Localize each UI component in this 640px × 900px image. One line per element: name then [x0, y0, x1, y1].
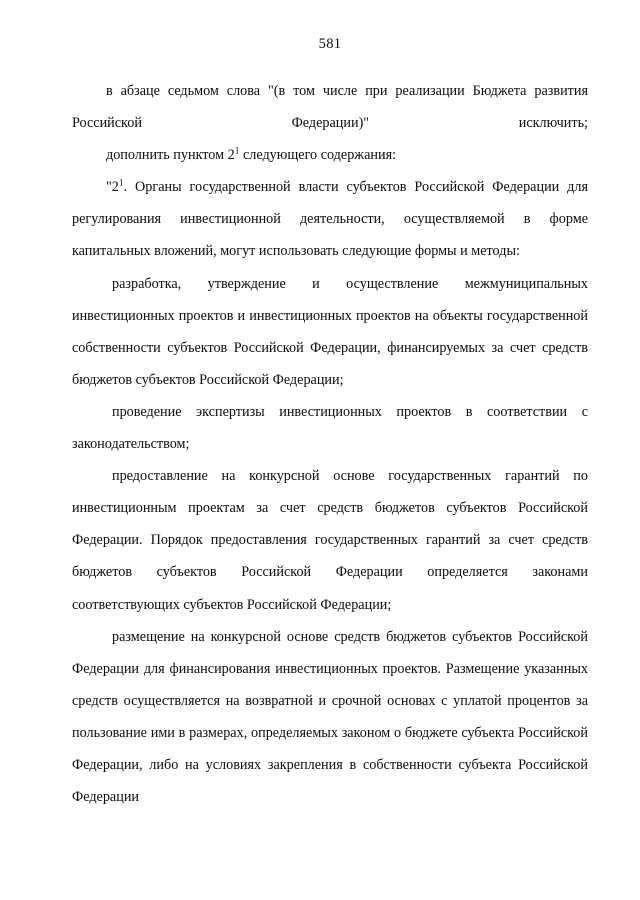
paragraph-5: проведение экспертизы инвестиционных проектов в соответствии с законодательством;	[72, 403, 588, 453]
paragraph-6: предоставление на конкурсной основе государственных гарантий по инвестиционным проектам за счет средств бюджетов субъектов Российской Федерации. Порядок предоставления государственных гарантий за счет средств бюджетов субъектов Российской Федерации определяется законами соответствующих субъектов Российской Федерации;	[72, 468, 588, 613]
paragraph-2-text-after: следующего содержания:	[239, 147, 397, 164]
paragraph-3-text-before: "2	[106, 179, 119, 196]
paragraph-1: в абзаце седьмом слова "(в том числе при реализации Бюджета развития Российской Федерации)" исключить;	[72, 83, 588, 132]
paragraph-3	[72, 171, 588, 267]
paragraph-3-text-after: . Органы государственной власти субъектов Российской Федерации для регулирования инвестиционной деятельности, осуществляемой в форме капитальных вложений, могут использовать следующие формы и методы:	[72, 179, 588, 260]
paragraph-4: разработка, утверждение и осуществление межмуниципальных инвестиционных проектов и инвестиционных проектов на объекты государственной собственности субъектов Российской Федерации, финансируемых за счет средств бюджетов субъектов Российской Федерации;	[72, 275, 588, 388]
document-body	[72, 75, 588, 813]
paragraph-2	[72, 139, 588, 171]
page-number: 581	[318, 36, 342, 52]
paragraph-3-superscript: 1	[118, 178, 124, 189]
paragraph-2-text-before: дополнить пунктом 2	[106, 147, 235, 164]
paragraph-7: размещение на конкурсной основе средств бюджетов субъектов Российской Федерации для финансирования инвестиционных проектов. Размещение указанных средств осуществляется на возвратной и срочной основах с уплатой процентов за пользование ими в размерах, определяемых законом о бюджете субъекта Российской Федерации, либо на условиях закрепления в собственности субъекта Российской Федерации	[72, 628, 588, 806]
paragraph-2-superscript: 1	[234, 146, 240, 157]
